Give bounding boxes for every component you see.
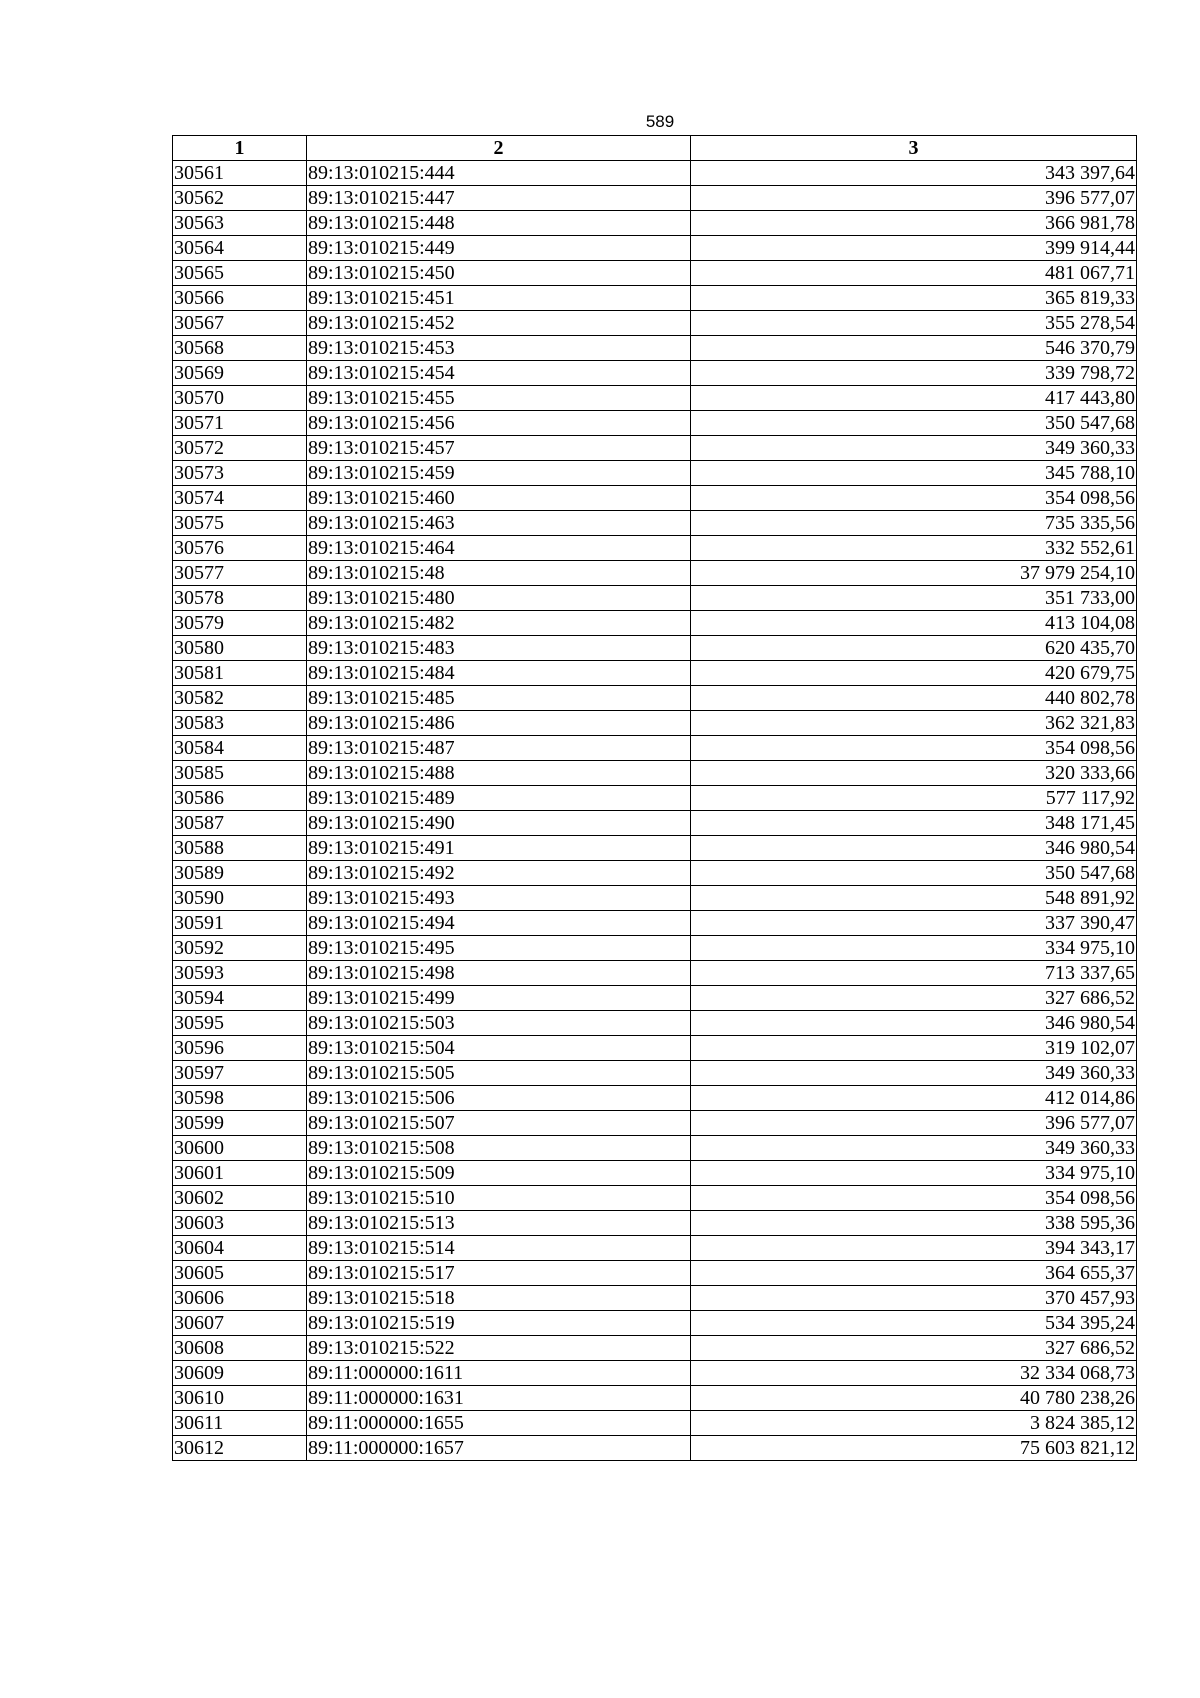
value-cell: 370 457,93 bbox=[691, 1286, 1137, 1311]
row-number-cell: 30565 bbox=[173, 261, 307, 286]
row-number-cell: 30574 bbox=[173, 486, 307, 511]
table-row bbox=[173, 261, 1137, 286]
value-cell: 396 577,07 bbox=[691, 1111, 1137, 1136]
table-row bbox=[173, 461, 1137, 486]
table-row bbox=[173, 836, 1137, 861]
row-number-cell: 30591 bbox=[173, 911, 307, 936]
cadastral-number-cell: 89:13:010215:460 bbox=[307, 486, 691, 511]
table-row bbox=[173, 1111, 1137, 1136]
table-row bbox=[173, 311, 1137, 336]
table-row bbox=[173, 1411, 1137, 1436]
cadastral-number-cell: 89:13:010215:498 bbox=[307, 961, 691, 986]
table-row bbox=[173, 586, 1137, 611]
value-cell: 413 104,08 bbox=[691, 611, 1137, 636]
value-cell: 3 824 385,12 bbox=[691, 1411, 1137, 1436]
cadastral-number-cell: 89:11:000000:1657 bbox=[307, 1436, 691, 1461]
row-number-cell: 30561 bbox=[173, 161, 307, 186]
cadastral-number-cell: 89:13:010215:519 bbox=[307, 1311, 691, 1336]
cadastral-number-cell: 89:13:010215:448 bbox=[307, 211, 691, 236]
table-row bbox=[173, 611, 1137, 636]
cadastral-number-cell: 89:11:000000:1655 bbox=[307, 1411, 691, 1436]
value-cell: 366 981,78 bbox=[691, 211, 1137, 236]
table-row bbox=[173, 811, 1137, 836]
table-row bbox=[173, 886, 1137, 911]
cadastral-number-cell: 89:13:010215:508 bbox=[307, 1136, 691, 1161]
table-row bbox=[173, 436, 1137, 461]
value-cell: 350 547,68 bbox=[691, 861, 1137, 886]
value-cell: 417 443,80 bbox=[691, 386, 1137, 411]
cadastral-number-cell: 89:11:000000:1631 bbox=[307, 1386, 691, 1411]
cadastral-number-cell: 89:13:010215:517 bbox=[307, 1261, 691, 1286]
table-row bbox=[173, 561, 1137, 586]
value-cell: 354 098,56 bbox=[691, 486, 1137, 511]
row-number-cell: 30582 bbox=[173, 686, 307, 711]
cadastral-number-cell: 89:13:010215:482 bbox=[307, 611, 691, 636]
value-cell: 346 980,54 bbox=[691, 836, 1137, 861]
value-cell: 346 980,54 bbox=[691, 1011, 1137, 1036]
value-cell: 481 067,71 bbox=[691, 261, 1137, 286]
table-row bbox=[173, 386, 1137, 411]
row-number-cell: 30566 bbox=[173, 286, 307, 311]
table-row bbox=[173, 1261, 1137, 1286]
table-row bbox=[173, 1211, 1137, 1236]
value-cell: 735 335,56 bbox=[691, 511, 1137, 536]
value-cell: 620 435,70 bbox=[691, 636, 1137, 661]
row-number-cell: 30581 bbox=[173, 661, 307, 686]
row-number-cell: 30600 bbox=[173, 1136, 307, 1161]
cadastral-number-cell: 89:13:010215:499 bbox=[307, 986, 691, 1011]
row-number-cell: 30603 bbox=[173, 1211, 307, 1236]
cadastral-number-cell: 89:13:010215:491 bbox=[307, 836, 691, 861]
table-row bbox=[173, 1161, 1137, 1186]
value-cell: 32 334 068,73 bbox=[691, 1361, 1137, 1386]
table-row bbox=[173, 911, 1137, 936]
cadastral-number-cell: 89:11:000000:1611 bbox=[307, 1361, 691, 1386]
cadastral-number-cell: 89:13:010215:510 bbox=[307, 1186, 691, 1211]
value-cell: 355 278,54 bbox=[691, 311, 1137, 336]
table-row bbox=[173, 1311, 1137, 1336]
row-number-cell: 30588 bbox=[173, 836, 307, 861]
value-cell: 534 395,24 bbox=[691, 1311, 1137, 1336]
row-number-cell: 30608 bbox=[173, 1336, 307, 1361]
cadastral-number-cell: 89:13:010215:487 bbox=[307, 736, 691, 761]
table-row bbox=[173, 411, 1137, 436]
row-number-cell: 30609 bbox=[173, 1361, 307, 1386]
row-number-cell: 30601 bbox=[173, 1161, 307, 1186]
cadastral-number-cell: 89:13:010215:455 bbox=[307, 386, 691, 411]
table-row bbox=[173, 211, 1137, 236]
value-cell: 349 360,33 bbox=[691, 1136, 1137, 1161]
value-cell: 365 819,33 bbox=[691, 286, 1137, 311]
table-row bbox=[173, 236, 1137, 261]
column-header-2: 2 bbox=[307, 136, 691, 161]
row-number-cell: 30572 bbox=[173, 436, 307, 461]
table-row bbox=[173, 1236, 1137, 1261]
value-cell: 349 360,33 bbox=[691, 436, 1137, 461]
table-row bbox=[173, 761, 1137, 786]
table-row bbox=[173, 986, 1137, 1011]
table-row bbox=[173, 636, 1137, 661]
row-number-cell: 30605 bbox=[173, 1261, 307, 1286]
cadastral-number-cell: 89:13:010215:509 bbox=[307, 1161, 691, 1186]
table-row bbox=[173, 661, 1137, 686]
value-cell: 334 975,10 bbox=[691, 1161, 1137, 1186]
value-cell: 327 686,52 bbox=[691, 1336, 1137, 1361]
value-cell: 396 577,07 bbox=[691, 186, 1137, 211]
value-cell: 354 098,56 bbox=[691, 736, 1137, 761]
table-row bbox=[173, 936, 1137, 961]
row-number-cell: 30580 bbox=[173, 636, 307, 661]
cadastral-number-cell: 89:13:010215:449 bbox=[307, 236, 691, 261]
value-cell: 319 102,07 bbox=[691, 1036, 1137, 1061]
value-cell: 332 552,61 bbox=[691, 536, 1137, 561]
value-cell: 345 788,10 bbox=[691, 461, 1137, 486]
value-cell: 412 014,86 bbox=[691, 1086, 1137, 1111]
cadastral-number-cell: 89:13:010215:522 bbox=[307, 1336, 691, 1361]
row-number-cell: 30593 bbox=[173, 961, 307, 986]
cadastral-number-cell: 89:13:010215:451 bbox=[307, 286, 691, 311]
cadastral-number-cell: 89:13:010215:493 bbox=[307, 886, 691, 911]
cadastral-number-cell: 89:13:010215:513 bbox=[307, 1211, 691, 1236]
value-cell: 548 891,92 bbox=[691, 886, 1137, 911]
row-number-cell: 30577 bbox=[173, 561, 307, 586]
table-row bbox=[173, 686, 1137, 711]
table-row bbox=[173, 336, 1137, 361]
cadastral-number-cell: 89:13:010215:452 bbox=[307, 311, 691, 336]
table-row bbox=[173, 1286, 1137, 1311]
value-cell: 420 679,75 bbox=[691, 661, 1137, 686]
cadastral-number-cell: 89:13:010215:483 bbox=[307, 636, 691, 661]
table-row bbox=[173, 1136, 1137, 1161]
value-cell: 40 780 238,26 bbox=[691, 1386, 1137, 1411]
row-number-cell: 30579 bbox=[173, 611, 307, 636]
value-cell: 327 686,52 bbox=[691, 986, 1137, 1011]
value-cell: 577 117,92 bbox=[691, 786, 1137, 811]
table-row bbox=[173, 1186, 1137, 1211]
row-number-cell: 30598 bbox=[173, 1086, 307, 1111]
cadastral-number-cell: 89:13:010215:463 bbox=[307, 511, 691, 536]
value-cell: 348 171,45 bbox=[691, 811, 1137, 836]
table-row bbox=[173, 1036, 1137, 1061]
row-number-cell: 30595 bbox=[173, 1011, 307, 1036]
table-body bbox=[173, 161, 1137, 1461]
row-number-cell: 30589 bbox=[173, 861, 307, 886]
row-number-cell: 30590 bbox=[173, 886, 307, 911]
table-row bbox=[173, 1011, 1137, 1036]
value-cell: 713 337,65 bbox=[691, 961, 1137, 986]
value-cell: 349 360,33 bbox=[691, 1061, 1137, 1086]
row-number-cell: 30571 bbox=[173, 411, 307, 436]
cadastral-number-cell: 89:13:010215:485 bbox=[307, 686, 691, 711]
row-number-cell: 30576 bbox=[173, 536, 307, 561]
row-number-cell: 30594 bbox=[173, 986, 307, 1011]
cadastral-number-cell: 89:13:010215:459 bbox=[307, 461, 691, 486]
page-number: 589 bbox=[645, 112, 675, 131]
cadastral-number-cell: 89:13:010215:507 bbox=[307, 1111, 691, 1136]
table-row bbox=[173, 511, 1137, 536]
cadastral-number-cell: 89:13:010215:489 bbox=[307, 786, 691, 811]
value-cell: 364 655,37 bbox=[691, 1261, 1137, 1286]
table-row bbox=[173, 786, 1137, 811]
value-cell: 337 390,47 bbox=[691, 911, 1137, 936]
column-header-1: 1 bbox=[173, 136, 307, 161]
row-number-cell: 30585 bbox=[173, 761, 307, 786]
row-number-cell: 30592 bbox=[173, 936, 307, 961]
table-row bbox=[173, 736, 1137, 761]
cadastral-number-cell: 89:13:010215:444 bbox=[307, 161, 691, 186]
cadastral-number-cell: 89:13:010215:504 bbox=[307, 1036, 691, 1061]
row-number-cell: 30570 bbox=[173, 386, 307, 411]
table-header-row bbox=[173, 136, 1137, 161]
row-number-cell: 30575 bbox=[173, 511, 307, 536]
row-number-cell: 30610 bbox=[173, 1386, 307, 1411]
cadastral-number-cell: 89:13:010215:495 bbox=[307, 936, 691, 961]
value-cell: 350 547,68 bbox=[691, 411, 1137, 436]
value-cell: 320 333,66 bbox=[691, 761, 1137, 786]
cadastral-number-cell: 89:13:010215:494 bbox=[307, 911, 691, 936]
table-row bbox=[173, 486, 1137, 511]
table-row bbox=[173, 1386, 1137, 1411]
table-row bbox=[173, 161, 1137, 186]
value-cell: 343 397,64 bbox=[691, 161, 1137, 186]
row-number-cell: 30569 bbox=[173, 361, 307, 386]
row-number-cell: 30578 bbox=[173, 586, 307, 611]
table-row bbox=[173, 361, 1137, 386]
row-number-cell: 30597 bbox=[173, 1061, 307, 1086]
row-number-cell: 30564 bbox=[173, 236, 307, 261]
row-number-cell: 30612 bbox=[173, 1436, 307, 1461]
row-number-cell: 30563 bbox=[173, 211, 307, 236]
value-cell: 334 975,10 bbox=[691, 936, 1137, 961]
table-row bbox=[173, 1361, 1137, 1386]
value-cell: 440 802,78 bbox=[691, 686, 1137, 711]
row-number-cell: 30607 bbox=[173, 1311, 307, 1336]
row-number-cell: 30606 bbox=[173, 1286, 307, 1311]
table-row bbox=[173, 286, 1137, 311]
table-row bbox=[173, 861, 1137, 886]
row-number-cell: 30604 bbox=[173, 1236, 307, 1261]
table-row bbox=[173, 1061, 1137, 1086]
table-row bbox=[173, 1336, 1137, 1361]
value-cell: 546 370,79 bbox=[691, 336, 1137, 361]
row-number-cell: 30611 bbox=[173, 1411, 307, 1436]
value-cell: 394 343,17 bbox=[691, 1236, 1137, 1261]
value-cell: 354 098,56 bbox=[691, 1186, 1137, 1211]
cadastral-number-cell: 89:13:010215:490 bbox=[307, 811, 691, 836]
row-number-cell: 30602 bbox=[173, 1186, 307, 1211]
cadastral-number-cell: 89:13:010215:48 bbox=[307, 561, 691, 586]
value-cell: 351 733,00 bbox=[691, 586, 1137, 611]
value-cell: 339 798,72 bbox=[691, 361, 1137, 386]
cadastral-number-cell: 89:13:010215:457 bbox=[307, 436, 691, 461]
column-header-3: 3 bbox=[691, 136, 1137, 161]
value-cell: 37 979 254,10 bbox=[691, 561, 1137, 586]
row-number-cell: 30583 bbox=[173, 711, 307, 736]
row-number-cell: 30587 bbox=[173, 811, 307, 836]
row-number-cell: 30568 bbox=[173, 336, 307, 361]
table-row bbox=[173, 536, 1137, 561]
cadastral-value-table bbox=[172, 135, 1137, 1461]
cadastral-number-cell: 89:13:010215:450 bbox=[307, 261, 691, 286]
cadastral-number-cell: 89:13:010215:486 bbox=[307, 711, 691, 736]
cadastral-number-cell: 89:13:010215:488 bbox=[307, 761, 691, 786]
table-row bbox=[173, 186, 1137, 211]
cadastral-number-cell: 89:13:010215:518 bbox=[307, 1286, 691, 1311]
cadastral-number-cell: 89:13:010215:505 bbox=[307, 1061, 691, 1086]
cadastral-number-cell: 89:13:010215:480 bbox=[307, 586, 691, 611]
cadastral-number-cell: 89:13:010215:492 bbox=[307, 861, 691, 886]
table-row bbox=[173, 711, 1137, 736]
cadastral-number-cell: 89:13:010215:454 bbox=[307, 361, 691, 386]
cadastral-number-cell: 89:13:010215:453 bbox=[307, 336, 691, 361]
cadastral-number-cell: 89:13:010215:464 bbox=[307, 536, 691, 561]
value-cell: 362 321,83 bbox=[691, 711, 1137, 736]
cadastral-number-cell: 89:13:010215:447 bbox=[307, 186, 691, 211]
row-number-cell: 30586 bbox=[173, 786, 307, 811]
cadastral-number-cell: 89:13:010215:506 bbox=[307, 1086, 691, 1111]
cadastral-number-cell: 89:13:010215:514 bbox=[307, 1236, 691, 1261]
row-number-cell: 30596 bbox=[173, 1036, 307, 1061]
value-cell: 75 603 821,12 bbox=[691, 1436, 1137, 1461]
row-number-cell: 30584 bbox=[173, 736, 307, 761]
row-number-cell: 30562 bbox=[173, 186, 307, 211]
cadastral-number-cell: 89:13:010215:484 bbox=[307, 661, 691, 686]
row-number-cell: 30599 bbox=[173, 1111, 307, 1136]
cadastral-number-cell: 89:13:010215:503 bbox=[307, 1011, 691, 1036]
table-row bbox=[173, 961, 1137, 986]
row-number-cell: 30573 bbox=[173, 461, 307, 486]
row-number-cell: 30567 bbox=[173, 311, 307, 336]
value-cell: 399 914,44 bbox=[691, 236, 1137, 261]
table-row bbox=[173, 1086, 1137, 1111]
cadastral-number-cell: 89:13:010215:456 bbox=[307, 411, 691, 436]
value-cell: 338 595,36 bbox=[691, 1211, 1137, 1236]
table-row bbox=[173, 1436, 1137, 1461]
